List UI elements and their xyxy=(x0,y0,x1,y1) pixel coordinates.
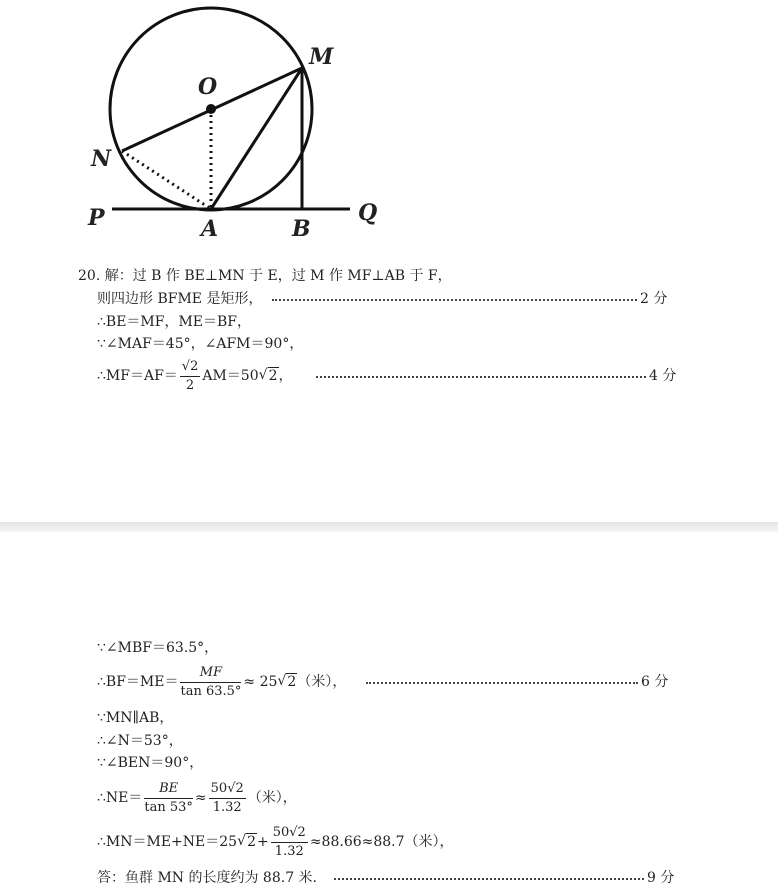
text-segment: ≈ 25 xyxy=(243,674,278,690)
score-label: 9 分 xyxy=(647,870,675,886)
fraction xyxy=(209,781,246,816)
label-b: B xyxy=(292,216,311,242)
label-n: N xyxy=(91,146,112,172)
label-m: M xyxy=(309,44,334,70)
text-segment: ≈ xyxy=(194,790,207,806)
solution-line-3: ∴BE＝MF，ME＝BF， xyxy=(97,314,252,330)
text-segment: + xyxy=(256,834,269,850)
fraction-numerator: 50√2 xyxy=(209,781,246,799)
text-segment: （米）， xyxy=(297,674,347,690)
label-a: A xyxy=(201,216,219,242)
fraction-denominator: 1.32 xyxy=(274,843,304,859)
solution-line-9: ∴∠N＝53°， xyxy=(97,733,183,749)
text-segment: （米）， xyxy=(247,790,297,806)
label-o: O xyxy=(198,74,218,100)
fraction xyxy=(144,781,193,816)
score-label: 6 分 xyxy=(641,674,669,690)
solution-line-11 xyxy=(97,778,297,818)
radicand: 2 xyxy=(247,834,256,850)
solution-line-8: ∵MN∥AB， xyxy=(97,710,174,726)
square-root xyxy=(277,662,297,702)
text-segment: ∴MF＝AF＝ xyxy=(97,368,178,384)
solution-line-12 xyxy=(97,822,454,862)
text-segment: ∴NE＝ xyxy=(97,790,143,806)
label-p: P xyxy=(88,205,105,231)
solution-line-7 xyxy=(97,662,346,702)
solution-line-2: 则四边形 BFME 是矩形， xyxy=(97,291,263,307)
solution-line-5 xyxy=(97,356,293,396)
text-segment: AM＝50 xyxy=(202,368,259,384)
fraction-denominator: tan 63.5° xyxy=(180,683,242,699)
fraction xyxy=(180,665,241,700)
dotted-leader xyxy=(272,299,637,301)
text-segment: ∴BF＝ME＝ xyxy=(97,674,179,690)
solution-line-1: 20. 解：过 B 作 BE⊥MN 于 E，过 M 作 MF⊥AB 于 F， xyxy=(78,268,452,284)
text-segment: ， xyxy=(278,368,293,384)
fraction xyxy=(271,825,308,860)
fraction xyxy=(180,359,201,394)
solution-line-4: ∵∠MAF＝45°，∠AFM＝90°， xyxy=(97,336,304,352)
fraction-numerator: BE xyxy=(144,781,193,799)
text-segment: ∴MN＝ME+NE＝25 xyxy=(97,834,238,850)
solution-line-13: 答：鱼群 MN 的长度约为 88.7 米. xyxy=(97,870,318,886)
fraction-numerator: 50√2 xyxy=(271,825,308,843)
score-label: 2 分 xyxy=(640,291,668,307)
fraction-denominator: tan 53° xyxy=(144,799,193,815)
score-label: 4 分 xyxy=(649,368,677,384)
dotted-leader xyxy=(366,682,638,684)
fraction-numerator: MF xyxy=(180,665,241,683)
fraction-denominator: 1.32 xyxy=(212,799,242,815)
solution-line-10: ∵∠BEN＝90°， xyxy=(97,755,204,771)
page-bottom xyxy=(0,532,778,884)
label-q: Q xyxy=(358,200,378,226)
fraction-numerator: √2 xyxy=(180,359,201,377)
radicand: 2 xyxy=(287,674,297,690)
square-root xyxy=(259,356,279,396)
geometry-diagram xyxy=(0,0,420,250)
fraction-denominator: 2 xyxy=(185,377,195,393)
dotted-leader xyxy=(334,878,644,880)
square-root xyxy=(237,822,257,862)
page-separator xyxy=(0,522,778,532)
dotted-leader xyxy=(316,376,646,378)
center-point-o xyxy=(206,104,216,114)
solution-line-6: ∵∠MBF＝63.5°， xyxy=(97,640,219,656)
radicand: 2 xyxy=(268,368,278,384)
text-segment: ≈88.66≈88.7（米）， xyxy=(309,834,454,850)
